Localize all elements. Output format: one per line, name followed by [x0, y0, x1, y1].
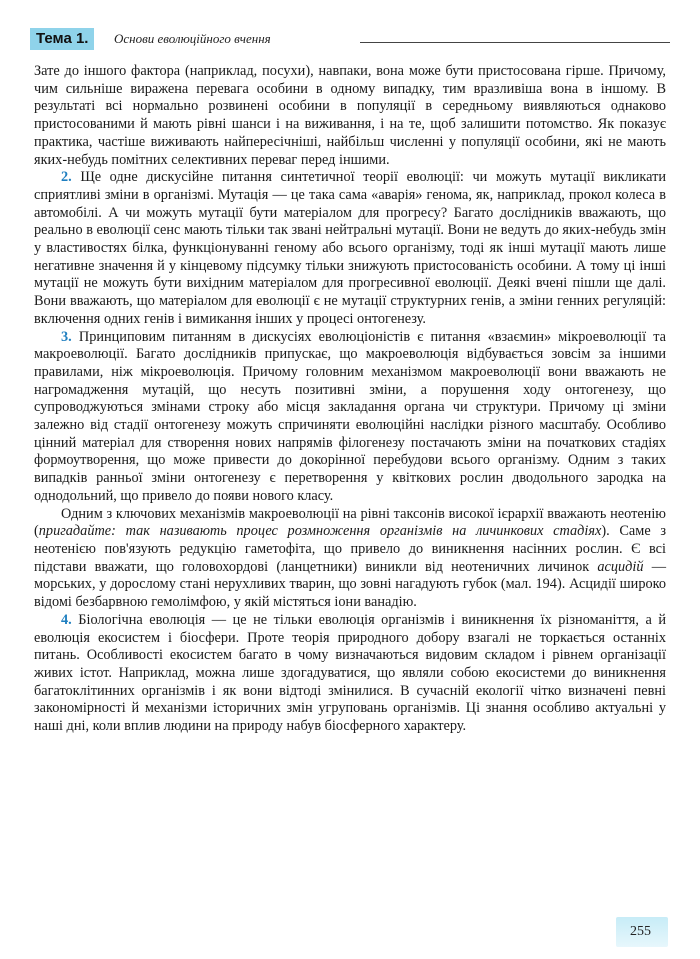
paragraph-text: Ще одне дискусійне питання синтетичної теорії еволюції: чи можуть мутації викликати сприятливі зміни в організмі. Мутація — це така сама «аварія» генома, як, наприклад, прокол колеса в автомобілі. А чи можуть мутації бути матеріалом для прогресу? Багато дослідників вважають, що реально в еволюції сенс мають тільки так звані нейтральні мутації. Вони не ведуть до яких-небудь змін у властивостях білка, функціонуванні геному або всього організму, тоді як інші мутації мають лише негативне значення й у кінцевому підсумку тільки знижують пристосованість особини. А тому ці інші мутації не можуть бути вихідним матеріалом для прогресивної еволюції. Деякі вчені пішли ще далі. Вони вважають, що матеріалом для еволюції є не мутації структурних генів, а зміни генних регуляцій: включення одних генів і вимикання інших у процесі онтогенезу. [34, 169, 666, 327]
header-rule [360, 42, 670, 43]
paragraph-text: Біологічна еволюція — це не тільки еволюція організмів і виникнення їх різноманіття, а й еволюція екосистем і біосфери. Проте теорія природного добору взагалі не торкається останніх питань. Особливості екосистем багато в чому визначаються видовим складом і рівнем організації живих істот. Наприклад, можна лише здогадуватися, що являли собою екосистеми до виникнення багатоклітинних організмів і як вони відтоді змінилися. В сучасній екології чітко визначені певні закономірності й механізми історичних змін угруповань організмів. Ці знання особливо актуальні у наші дні, коли вплив людини на природу набув біосферного характеру. [34, 611, 667, 735]
paragraph-continuation [34, 63, 666, 169]
ascidian-term: асцидій [597, 558, 644, 575]
neoteny-hint: пригадайте: так називають процес розмноження організмів на личинкових стадіях [38, 523, 602, 540]
paragraph-number: 4. [61, 611, 72, 628]
topic-badge: Тема 1. [30, 28, 94, 50]
neoteny-text-3: — морських, у дорослому стані нерухливих тварин, що зовні нагадують губок (мал. 194). Асцидії широко відомі безбарвною гемолімфою, у якій містяться іони ванадію. [34, 558, 666, 611]
paragraph-number: 2. [61, 169, 72, 186]
paragraph-2 [34, 169, 666, 328]
paragraph-neoteny [34, 506, 666, 612]
paragraph-3 [34, 329, 666, 506]
topic-title: Основи еволюційного вчення [114, 31, 271, 46]
neoteny-text-2: ). Саме з неотенією пов'язують редукцію гаметофіта, що привело до виникнення насінних рослин. Є всі підстави вважати, що головохордові (ланцетники) виникли від неотеничних личинок [34, 523, 666, 575]
neoteny-text-1: Одним з ключових механізмів макроеволюції на рівні таксонів високої ієрархії вважають неотенію ( [34, 505, 666, 540]
page-header [30, 28, 670, 50]
page-number: 255 [630, 924, 651, 939]
paragraph-4 [34, 612, 666, 736]
paragraph-number: 3. [61, 328, 72, 345]
paragraph-text: Зате до іншого фактора (наприклад, посухи), навпаки, вона може бути пристосована гірше. Причому, чим сильніше виражена перевага особини в одному випадку, тим вразливіша вона в іншому. В результаті всі нормально розвинені особини в популяції в середньому виявляються однаково пристосованими й мають рівні шанси і на виживання, і на те, щоб залишити потомство. Як показує практика, частіше виживають найпересічніші, найбільш численні у популяції особини, які не мають яких-небудь помітних селективних переваг перед іншими. [34, 63, 666, 168]
paragraph-text: Принциповим питанням в дискусіях еволюціоністів є питання «взаємин» мікроеволюції та макроеволюції. Багато дослідників припускає, що макроеволюція відбувається зовсім за іншими правилами, ніж мікроеволюція. Причому головним механізмом макроеволюції вони вважають не нагромадження мутацій, що несуть позитивні зміни, а порушення ходу онтогенезу, що супроводжуються змінами строку або місця закладання органа чи структури. Причому ці зміни залежно від стадії онтогенезу можуть спричиняти еволюційні наслідки різного масштабу. Особливо цінний матеріал для створення нових напрямів філогенезу постачають зміни на початкових стадіях формоутворення, що може привести до докорінної перебудови всього організму. Одним з таких випадків ранньої зміни онтогенезу є перетворення у квіткових рослин дводольного зародка на однодольний, що привело до появи нового класу. [34, 328, 666, 504]
page-body [34, 63, 666, 736]
